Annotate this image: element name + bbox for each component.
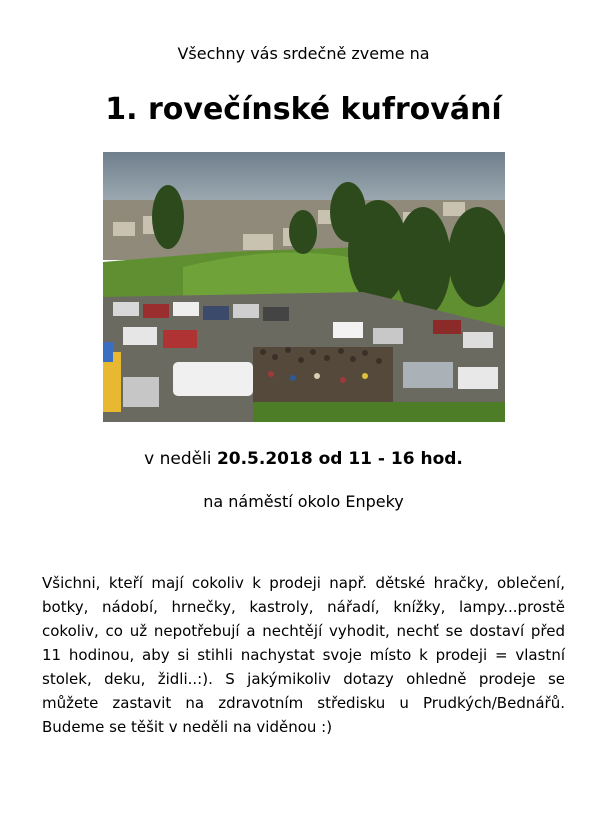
event-place: na náměstí okolo Enpeky [203,492,404,511]
event-title: 1. rovečínské kufrování [105,92,502,127]
event-datetime: 20.5.2018 od 11 - 16 hod. [216,449,463,469]
event-date-line [0,449,607,469]
invitation-line: Všechny vás srdečně zveme na [177,44,430,63]
car-boot-sale-photo [103,152,505,422]
body-paragraph: Všichni, kteří mají cokoliv k prodeji např. dětské hračky, oblečení, botky, nádobí, hrnečky, kastroly, nářadí, knížky, lampy...prostě cokoliv, co už nepotřebují a nechtějí vyhodit, nechť se dostaví před 11 hodinou, aby si stihli nachystat svoje místo k prodeji = vlastní stolek, deku, židli..:). S jakýmikoliv dotazy ohledně prodeje se můžete zastavit na zdravotním středisku u Prudkých/Bednářů. Budeme se těšit v neděli na viděnou :) [42,574,565,736]
crowd [253,347,393,402]
photo-illustration [103,152,505,422]
foreground-grass [253,402,505,422]
date-prefix: v neděli [144,449,217,469]
